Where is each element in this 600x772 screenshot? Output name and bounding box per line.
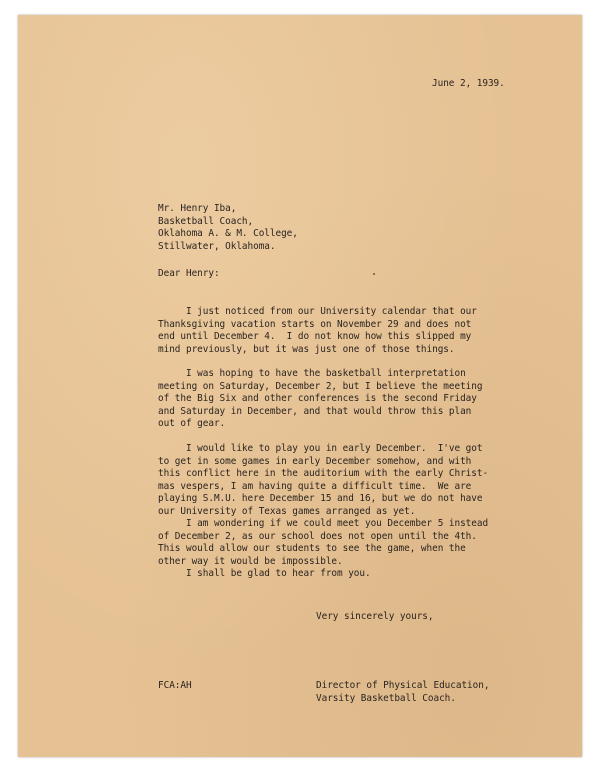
signature-block <box>316 680 489 705</box>
body-line: end until December 4. I do not know how this slipped my <box>158 331 472 342</box>
signature-line: Varsity Basketball Coach. <box>316 692 456 704</box>
body-paragraph-4 <box>158 518 488 568</box>
body-line: other way it would be impossible. <box>158 555 343 567</box>
body-line: and Saturday in December, and that would throw this plan <box>158 405 472 417</box>
letter-date: June 2, 1939. <box>432 78 505 89</box>
signature-line: Director of Physical Education, <box>316 680 490 691</box>
body-line: Thanksgiving vacation starts on November 29 and does not <box>158 318 472 330</box>
body-line: mind previously, but it was just one of those things. <box>158 343 455 355</box>
recipient-line: Mr. Henry Iba, <box>158 203 237 214</box>
recipient-line: Oklahoma A. & M. College, <box>158 228 298 239</box>
body-paragraph-5 <box>158 568 371 581</box>
letter-page <box>18 15 582 757</box>
body-paragraph-1 <box>158 306 477 356</box>
paper-speck <box>373 273 375 275</box>
body-line: I am wondering if we could meet you December 5 instead <box>158 518 489 529</box>
body-line: playing S.M.U. here December 15 and 16, but we do not have <box>158 493 483 504</box>
recipient-line: Basketball Coach, <box>158 215 254 227</box>
recipient-address <box>158 203 298 253</box>
body-line: meeting on Saturday, December 2, but I believe the meeting <box>158 380 483 392</box>
body-line: this conflict here in the auditorium with the early Christ- <box>158 468 489 479</box>
typist-initials: FCA:AH <box>158 680 192 691</box>
body-line: mas vespers, I am having quite a difficult time. We are <box>158 480 472 492</box>
body-line: our University of Texas games arranged as yet. <box>158 505 416 517</box>
body-line: to get in some games in early December somehow, and with <box>158 455 472 467</box>
body-paragraph-3 <box>158 443 488 518</box>
body-line: out of gear. <box>158 418 226 429</box>
body-paragraph-2 <box>158 368 482 431</box>
body-line: of December 2, as our school does not open until the 4th. <box>158 530 477 542</box>
body-line: I was hoping to have the basketball interpretation <box>158 368 466 379</box>
body-line: of the Big Six and other conferences is the second Friday <box>158 393 477 404</box>
body-line: I just noticed from our University calendar that our <box>158 306 477 317</box>
complimentary-closing: Very sincerely yours, <box>316 611 434 622</box>
salutation: Dear Henry: <box>158 268 220 279</box>
body-line: I would like to play you in early December. I've got <box>158 443 483 454</box>
recipient-line: Stillwater, Oklahoma. <box>158 240 276 252</box>
body-line: I shall be glad to hear from you. <box>158 568 371 579</box>
body-line: This would allow our students to see the game, when the <box>158 543 466 554</box>
